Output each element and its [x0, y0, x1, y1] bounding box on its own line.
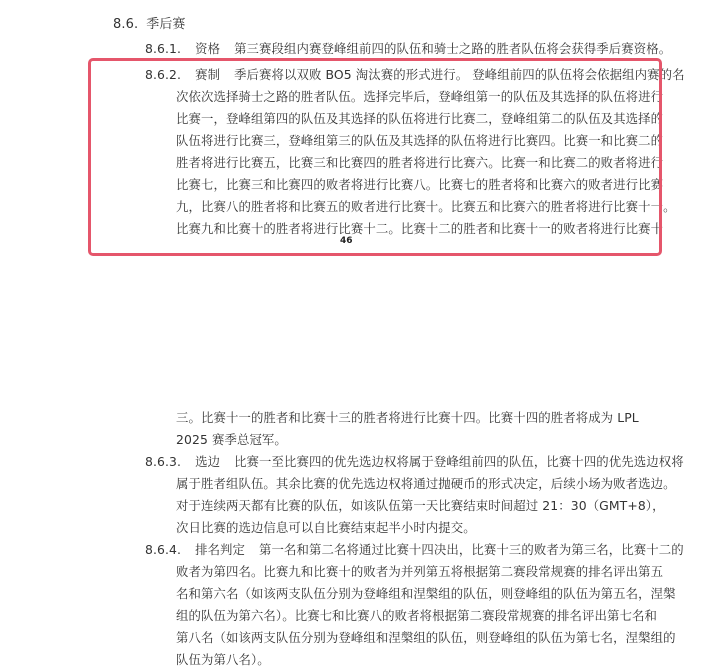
section-title: 季后赛	[146, 17, 186, 32]
section-8-6-4-first-line	[145, 542, 684, 558]
paragraph-line: 比赛九和比赛十的胜者将进行比赛十二。比赛十二的胜者和比赛十一的败者将进行比赛十	[176, 221, 664, 236]
subsection-label: 排名判定	[195, 542, 246, 557]
section-number: 8.6.	[113, 17, 139, 32]
paragraph-line: 三。比赛十一的胜者和比赛十三的胜者将进行比赛十四。比赛十四的胜者将成为 LPL	[176, 410, 639, 425]
subsection-number: 8.6.1.	[145, 41, 182, 56]
paragraph-line: 队伍将进行比赛三，登峰组第三的队伍及其选择的队伍将进行比赛四。比赛一和比赛二的	[176, 133, 664, 148]
paragraph-line: 九，比赛八的胜者将和比赛五的败者进行比赛十。比赛五和比赛六的胜者将进行比赛十一。	[176, 199, 676, 214]
paragraph-text: 第三赛段组内赛登峰组前四的队伍和骑士之路的胜者队伍将会获得季后赛资格。	[234, 41, 672, 56]
page-number: 46	[340, 236, 353, 246]
section-8-6-3-first-line	[145, 454, 684, 470]
paragraph-line: 对于连续两天都有比赛的队伍，如该队伍第一天比赛结束时间超过 21：30（GMT+8），	[176, 498, 665, 513]
subsection-number: 8.6.3.	[145, 454, 182, 469]
paragraph-line: 2025 赛季总冠军。	[176, 432, 287, 447]
paragraph-line: 次日比赛的选边信息可以自比赛结束起半小时内提交。	[176, 520, 476, 535]
paragraph-line: 组的队伍为第六名）。比赛七和比赛八的败者将根据第二赛段常规赛的排名评出第七名和	[176, 608, 657, 623]
page-gap	[0, 262, 720, 392]
paragraph-line: 胜者将进行比赛五，比赛三和比赛四的胜者将进行比赛六。比赛一和比赛二的败者将进行	[176, 155, 664, 170]
paragraph-line: 比赛七，比赛三和比赛四的败者将进行比赛八。比赛七的胜者将和比赛六的败者进行比赛	[176, 177, 664, 192]
document-page-46	[0, 0, 720, 262]
document-page-47	[0, 392, 720, 669]
paragraph-line: 队伍为第八名）。	[176, 652, 270, 667]
subsection-number: 8.6.4.	[145, 542, 182, 557]
paragraph-line: 第八名（如该两支队伍分别为登峰组和涅槃组的队伍，则登峰组的队伍为第七名，涅槃组的	[176, 630, 676, 645]
subsection-label: 赛制	[195, 67, 221, 82]
paragraph-line: 属于胜者组队伍。其余比赛的优先选边权将通过抛硬币的形式决定，后续小场为败者选边。	[176, 476, 676, 491]
paragraph-line: 名和第六名（如该两支队伍分别为登峰组和涅槃组的队伍，则登峰组的队伍为第五名，涅槃	[176, 586, 676, 601]
paragraph-text: 第一名和第二名将通过比赛十四决出，比赛十三的败者为第三名，比赛十二的	[259, 542, 684, 557]
subsection-number: 8.6.2.	[145, 67, 182, 82]
paragraph-text: 比赛一至比赛四的优先选边权将属于登峰组前四的队伍，比赛十四的优先选边权将	[234, 454, 684, 469]
paragraph-line: 次依次选择骑士之路的胜者队伍。选择完毕后，登峰组第一的队伍及其选择的队伍将进行	[176, 89, 664, 104]
section-8-6-1	[145, 41, 671, 57]
subsection-label: 资格	[195, 41, 221, 56]
paragraph-line: 比赛一，登峰组第四的队伍及其选择的队伍将进行比赛二，登峰组第二的队伍及其选择的	[176, 111, 664, 126]
paragraph-line: 败者为第四名。比赛九和比赛十的败者为并列第五将根据第二赛段常规赛的排名评出第五	[176, 564, 664, 579]
subsection-label: 选边	[195, 454, 221, 469]
section-8-6-2-first-line	[145, 67, 685, 83]
section-heading-8-6	[113, 17, 186, 33]
paragraph-text: 季后赛将以双败 BO5 淘汰赛的形式进行。 登峰组前四的队伍将会依据组内赛的名	[234, 67, 685, 82]
